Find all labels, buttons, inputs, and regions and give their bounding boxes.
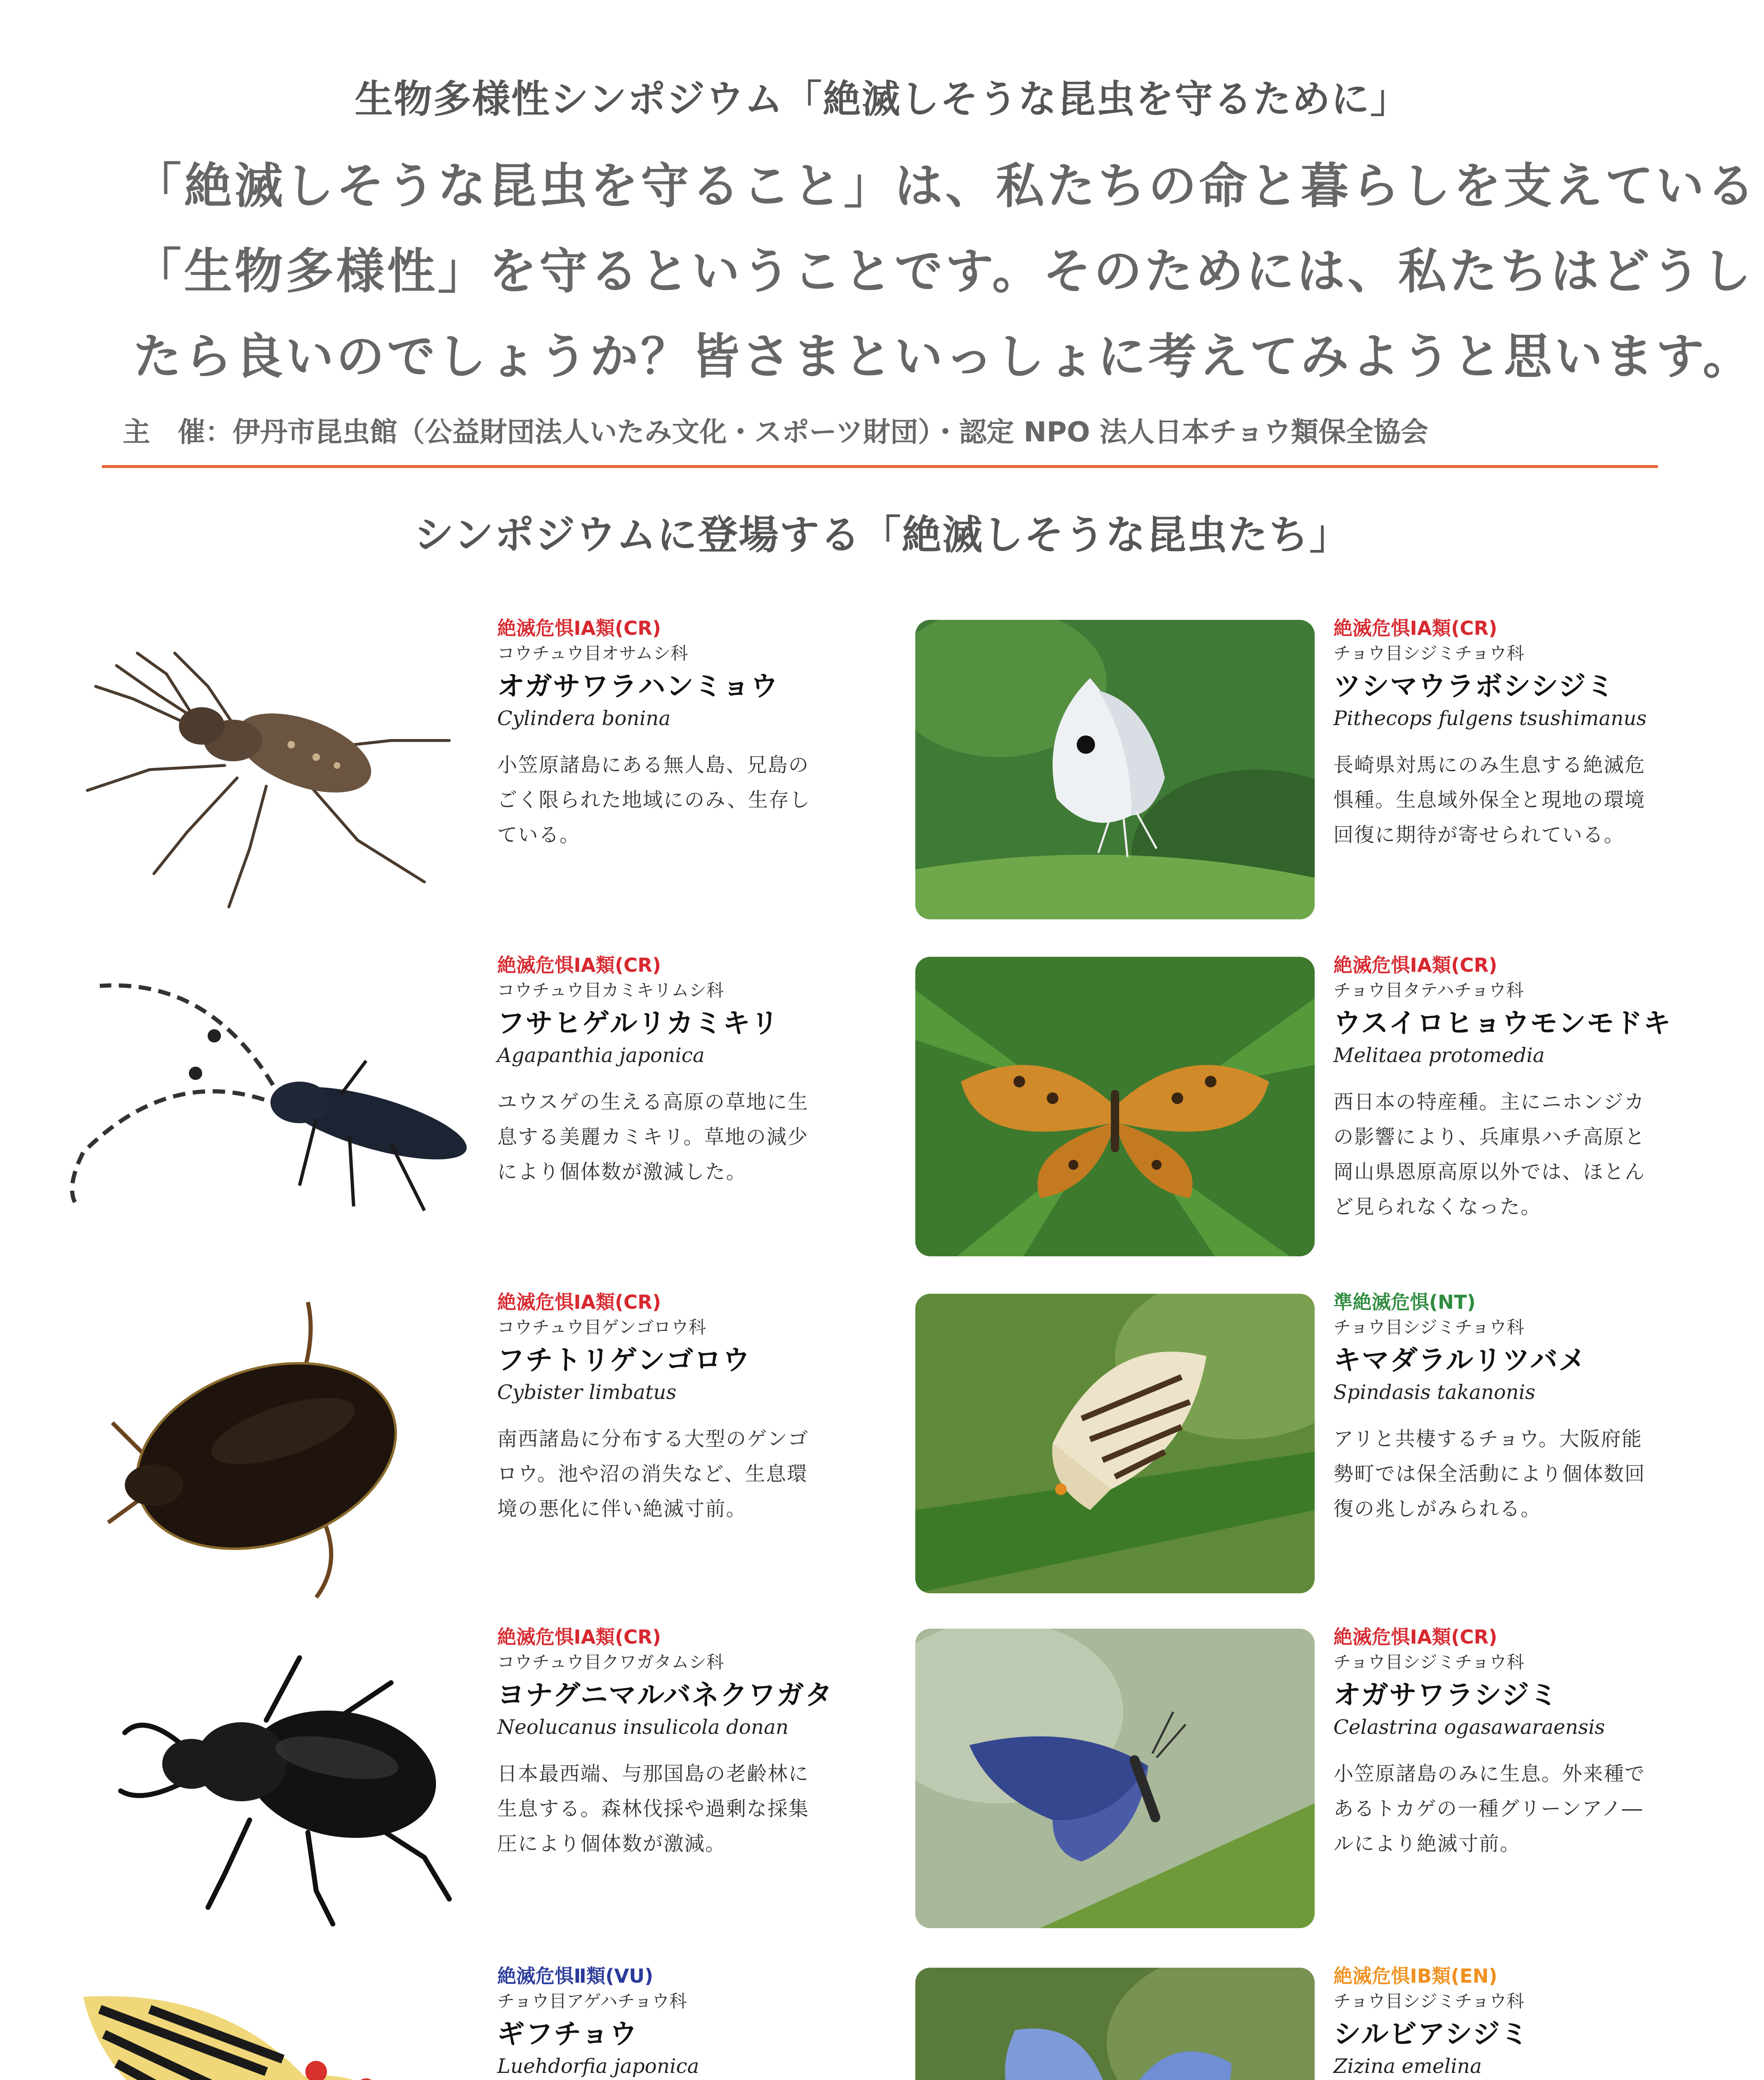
status-label: 絶滅危惧ⅠA類(CR): [1333, 954, 1497, 976]
status-label: 絶滅危惧ⅠA類(CR): [497, 1291, 661, 1313]
family-label: コウチュウ目クワガタムシ科: [497, 1652, 724, 1672]
scientific-name: Melitaea protomedia: [1333, 1044, 1545, 1067]
description-line: ロウ。池や沼の消失など、生息環: [497, 1462, 808, 1486]
description-line: により個体数が激減した。: [497, 1160, 747, 1184]
species-info: [497, 953, 888, 1189]
organizer-line: 主 催：伊丹市昆虫館（公益財団法人いたみ文化・スポーツ財団）・認定 NPO 法人日本チョウ類保全協会: [123, 416, 1429, 448]
description-line: あるトカゲの一種グリーンアノ―: [1333, 1797, 1643, 1820]
species-card: [870, 953, 1735, 1273]
description-line: 復の兆しがみられる。: [1333, 1497, 1542, 1520]
species-name: ヨナグニマルバネクワガタ: [497, 1679, 833, 1711]
status-label: 絶滅危惧Ⅱ類(VU): [497, 1965, 654, 1987]
species-description: [497, 748, 888, 852]
description-line: 長崎県対馬にのみ生息する絶滅危: [1333, 753, 1646, 777]
description-line: 圧により個体数が激減。: [497, 1832, 726, 1855]
species-card: [870, 1290, 1735, 1610]
species-info: [1333, 1290, 1724, 1526]
description-line: 生息する。森林伐採や過剰な採集: [497, 1797, 810, 1820]
species-info: [497, 1290, 888, 1526]
description-line: ユウスゲの生える高原の草地に生: [497, 1090, 809, 1114]
swallowtail-butterfly-icon: [50, 1964, 478, 2080]
description-line: 惧種。生息域外保全と現地の環境: [1333, 788, 1646, 812]
species-card: [870, 1964, 1735, 2080]
description-line: 小笠原諸島のみに生息。外来種で: [1333, 1762, 1646, 1785]
fritillary-butterfly-icon: [915, 957, 1315, 1256]
intro-line: たら良いのでしょうか？皆さまといっしょに考えてみようと思います。: [133, 329, 1754, 385]
species-name: ウスイロヒョウモンモドキ: [1333, 1007, 1672, 1039]
species-card: [33, 1290, 899, 1610]
scientific-name: Luehdorfia japonica: [497, 2055, 699, 2078]
species-name: オガサワラハンミョウ: [497, 670, 779, 702]
description-line: 岡山県恩原高原以外では、ほとん: [1333, 1160, 1646, 1184]
description-line: の影響により、兵庫県ハチ高原と: [1333, 1125, 1646, 1149]
scientific-name: Agapanthia japonica: [497, 1044, 705, 1067]
scientific-name: Zizina emelina: [1333, 2055, 1482, 2078]
scientific-name: Pithecops fulgens tsushimanus: [1333, 707, 1647, 730]
diving-beetle-icon: [50, 1290, 478, 1610]
symposium-title: 生物多様性シンポジウム「絶滅しそうな昆虫を守るために」: [354, 77, 1410, 121]
longhorn-beetle-icon: [50, 953, 478, 1273]
species-info: [1333, 1624, 1724, 1861]
description-line: アリと共棲するチョウ。大阪府能: [1333, 1427, 1643, 1451]
species-card: [870, 1624, 1735, 1945]
family-label: チョウ目シジミチョウ科: [1333, 1991, 1524, 2011]
species-card: [870, 616, 1735, 936]
blue-butterfly-icon: [915, 1629, 1315, 1928]
description-line: ごく限られた地域にのみ、生存し: [497, 788, 810, 812]
species-name: シルビアシジミ: [1333, 2018, 1529, 2050]
status-label: 絶滅危惧ⅠA類(CR): [497, 1626, 661, 1648]
species-description: [1333, 1085, 1724, 1224]
species-description: [497, 1085, 888, 1189]
status-label: 絶滅危惧ⅠA類(CR): [497, 617, 661, 639]
species-name: フチトリゲンゴロウ: [497, 1344, 751, 1376]
species-info: [1333, 616, 1724, 852]
description-line: ている。: [497, 823, 581, 847]
species-name: ツシマウラボシシジミ: [1333, 670, 1615, 702]
description-line: ど見られなくなった。: [1333, 1195, 1542, 1218]
description-line: 息する美麗カミキリ。草地の減少: [497, 1125, 808, 1149]
striped-butterfly-icon: [915, 1294, 1315, 1593]
description-line: ルにより絶滅寸前。: [1333, 1832, 1521, 1855]
stag-beetle-icon: [50, 1624, 478, 1945]
intro-line: 「生物多様性」を守るということです。そのためには、私たちはどうし: [133, 243, 1754, 300]
family-label: チョウ目アゲハチョウ科: [497, 1991, 687, 2011]
scientific-name: Cylindera bonina: [497, 707, 671, 730]
species-name: キマダラルリツバメ: [1333, 1344, 1587, 1376]
species-card: [33, 616, 899, 936]
species-description: [1333, 1756, 1724, 1861]
description-line: 勢町では保全活動により個体数回: [1333, 1462, 1646, 1486]
status-label: 準絶滅危惧(NT): [1333, 1291, 1476, 1313]
family-label: チョウ目タテハチョウ科: [1333, 980, 1524, 1000]
intro-line: 「絶滅しそうな昆虫を守ること」は、私たちの命と暮らしを支えている: [133, 158, 1757, 214]
species-info: [497, 1964, 888, 2080]
description-line: 南西諸島に分布する大型のゲンゴ: [497, 1427, 809, 1451]
species-info: [497, 616, 888, 852]
scientific-name: Spindasis takanonis: [1333, 1381, 1536, 1404]
species-info: [1333, 1964, 1724, 2080]
description-line: 回復に期待が寄せられている。: [1333, 823, 1625, 847]
species-card: [33, 953, 899, 1273]
species-description: [1333, 748, 1724, 852]
description-line: 境の悪化に伴い絶滅寸前。: [497, 1497, 747, 1520]
species-name: オガサワラシジミ: [1333, 1679, 1558, 1711]
tiger-beetle-icon: [50, 616, 478, 936]
scientific-name: Cybister limbatus: [497, 1381, 676, 1404]
description-line: 西日本の特産種。主にニホンジカ: [1333, 1090, 1645, 1114]
description-line: 日本最西端、与那国島の老齢林に: [497, 1762, 810, 1785]
scientific-name: Neolucanus insulicola donan: [497, 1716, 789, 1739]
family-label: コウチュウ目オサムシ科: [497, 643, 688, 664]
pale-blue-butterfly-icon: [915, 1968, 1315, 2080]
status-label: 絶滅危惧ⅠB類(EN): [1333, 1965, 1498, 1987]
species-card: [33, 1964, 899, 2080]
family-label: コウチュウ目ゲンゴロウ科: [497, 1317, 706, 1337]
white-butterfly-icon: [915, 620, 1315, 919]
species-name: フサヒゲルリカミキリ: [497, 1007, 780, 1039]
scientific-name: Celastrina ogasawaraensis: [1333, 1716, 1605, 1739]
intro-paragraph: [133, 144, 1757, 399]
description-line: 小笠原諸島にある無人島、兄島の: [497, 753, 810, 777]
family-label: チョウ目シジミチョウ科: [1333, 643, 1524, 664]
species-card: [33, 1624, 899, 1945]
family-label: コウチュウ目カミキリムシ科: [497, 980, 724, 1000]
species-name: ギフチョウ: [497, 2018, 638, 2050]
family-label: チョウ目シジミチョウ科: [1333, 1317, 1524, 1337]
species-info: [1333, 953, 1724, 1224]
section-title: シンポジウムに登場する「絶滅しそうな昆虫たち」: [414, 512, 1350, 558]
status-label: 絶滅危惧ⅠA類(CR): [1333, 617, 1497, 639]
species-description: [1333, 1421, 1724, 1526]
status-label: 絶滅危惧ⅠA類(CR): [497, 954, 661, 976]
divider: [102, 465, 1658, 468]
species-description: [497, 1421, 888, 1526]
status-label: 絶滅危惧ⅠA類(CR): [1333, 1626, 1497, 1648]
species-info: [497, 1624, 888, 1861]
species-description: [497, 1756, 888, 1861]
family-label: チョウ目シジミチョウ科: [1333, 1652, 1524, 1672]
